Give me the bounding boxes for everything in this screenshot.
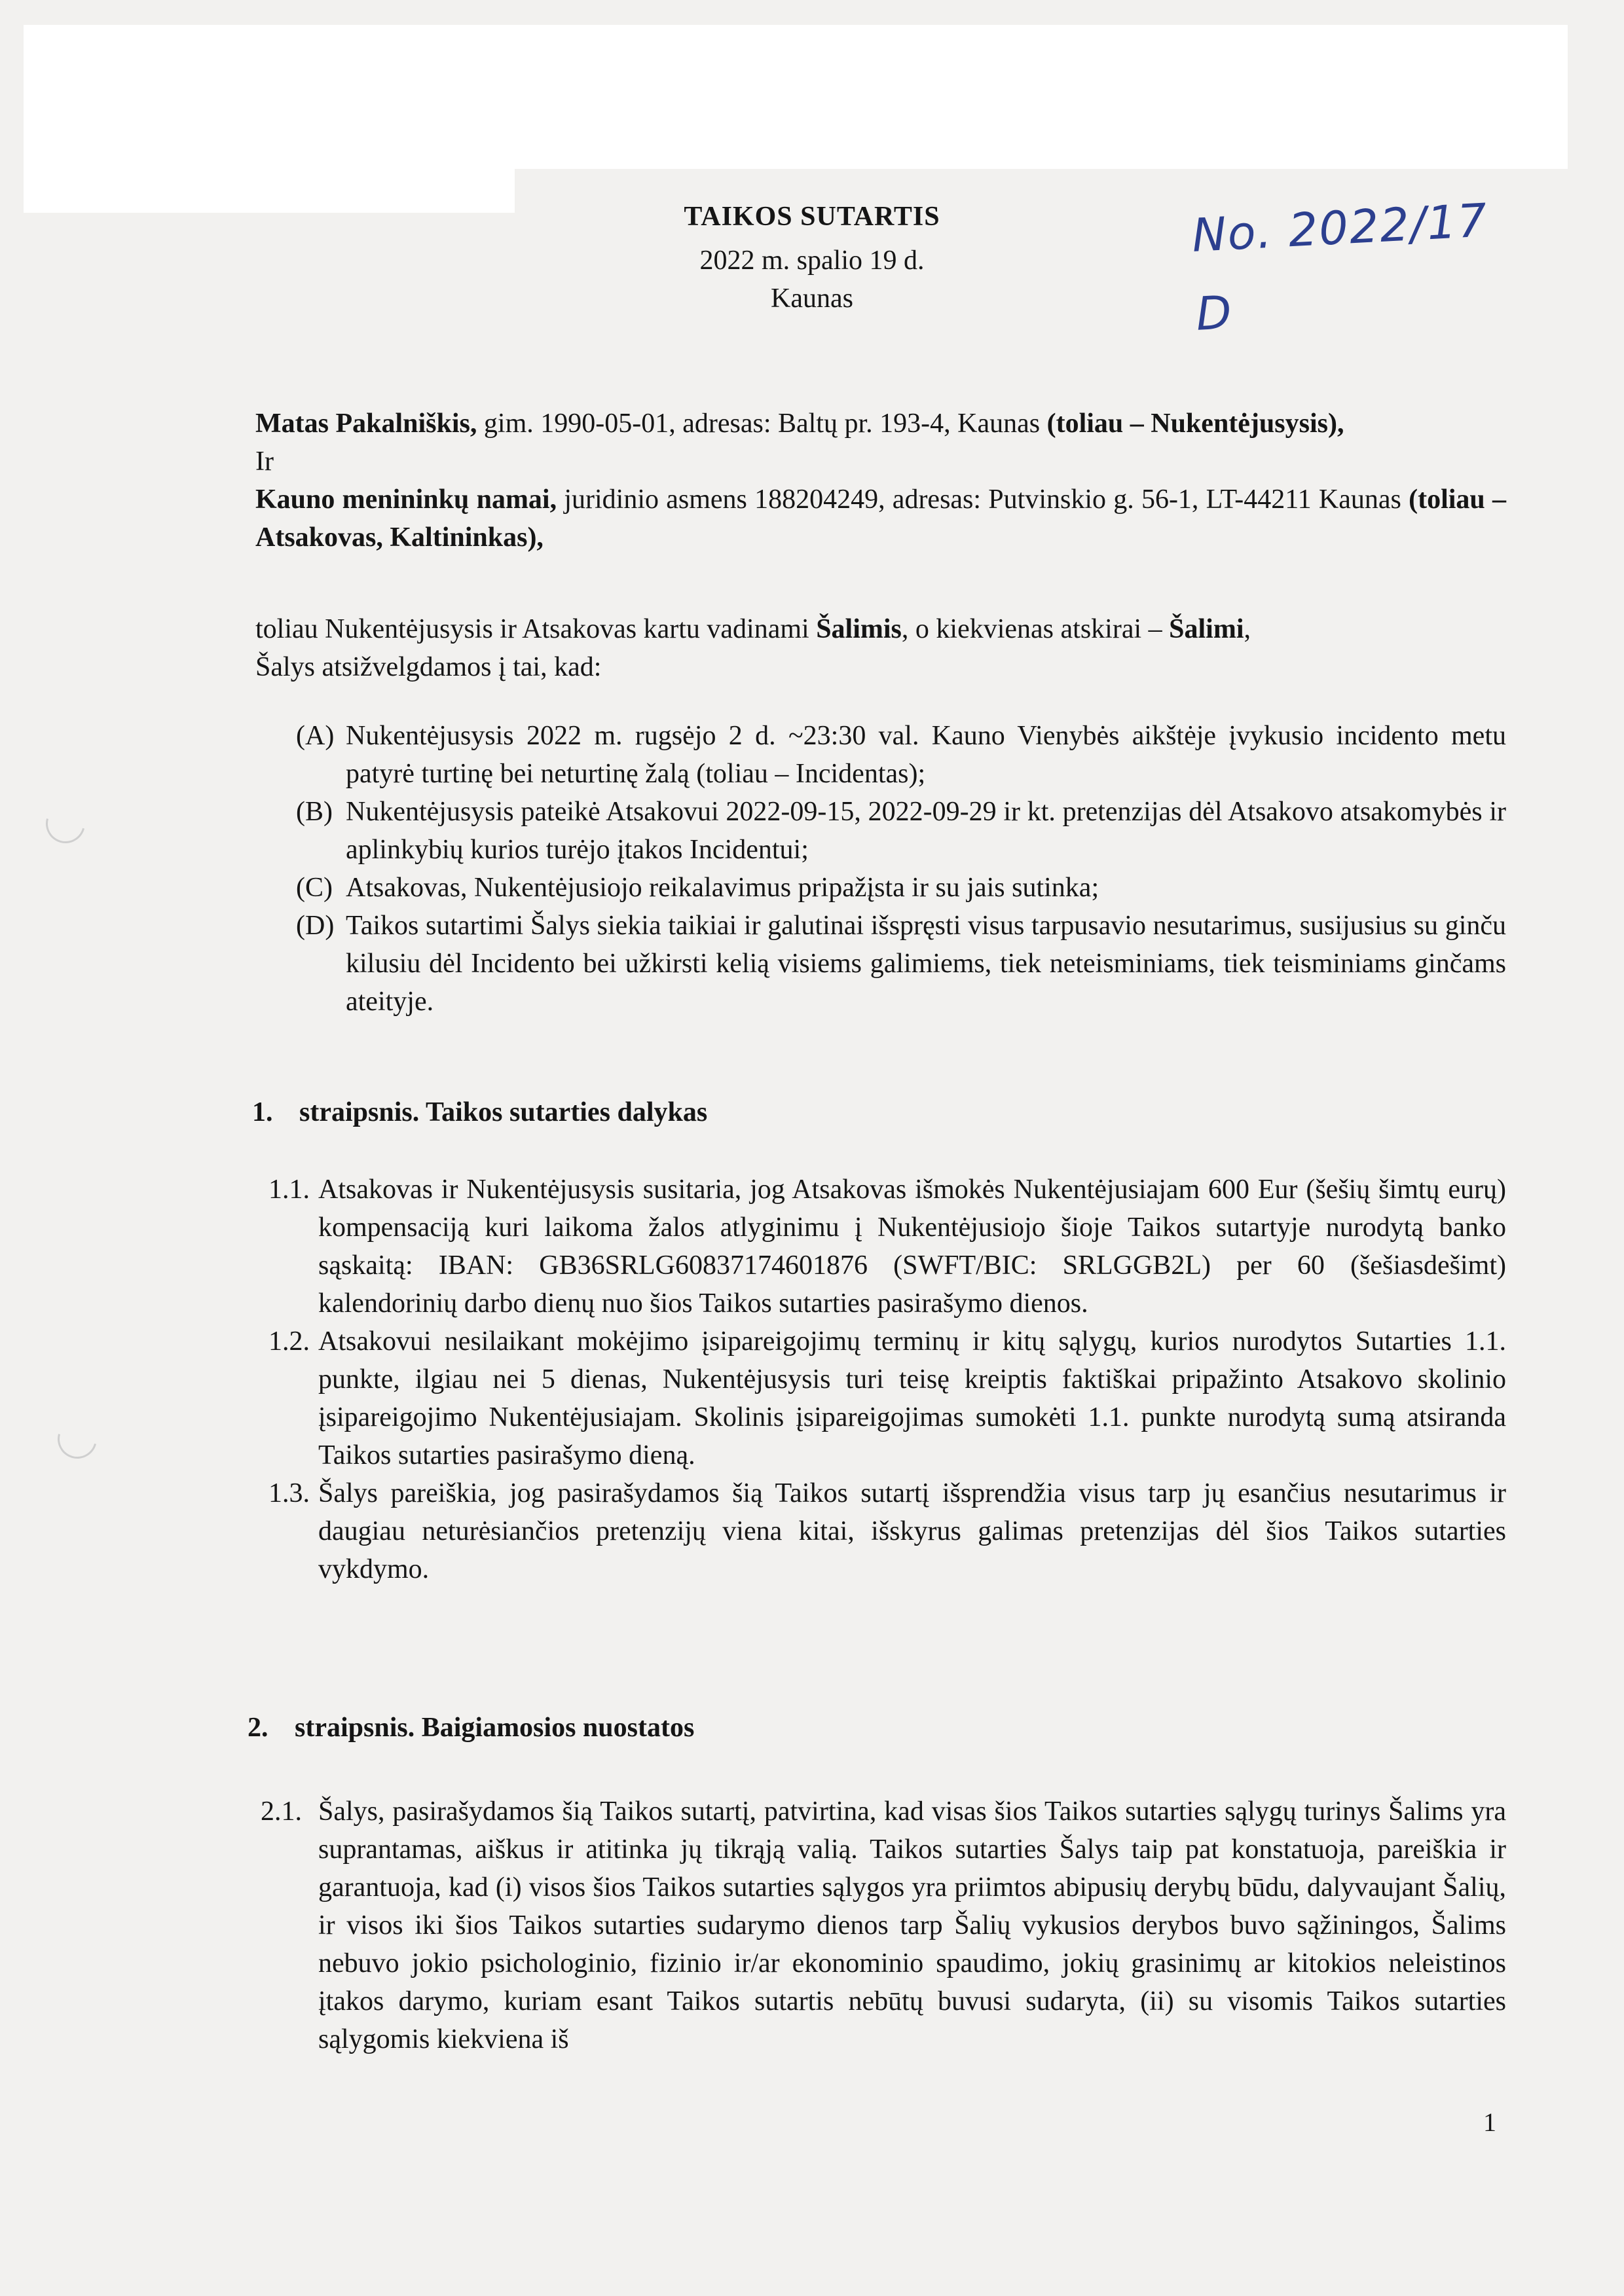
recital-text: Nukentėjusysis 2022 m. rugsėjo 2 d. ~23:30 val. Kauno Vienybės aikštėje įvykusio incidento metu patyrė turtinę bei neturtinę žalą (toliau – Incidentas); <box>346 721 1506 789</box>
clause-item <box>268 1322 1506 1474</box>
intro-text: , <box>1244 614 1251 644</box>
recital-item <box>296 717 1506 793</box>
clause-item <box>268 1171 1506 1322</box>
clause-label: 1.3. <box>268 1478 310 1508</box>
recital-item <box>296 869 1506 907</box>
page-number: 1 <box>1483 2107 1496 2137</box>
term-salimi: Šalimi <box>1169 614 1244 644</box>
punch-hole-mark <box>50 1412 104 1466</box>
clause-text: Šalys, pasirašydamos šią Taikos sutartį, patvirtina, kad visas šios Taikos sutarties sąlygų turinys Šalims yra suprantamas, aiškus ir atitinka jų tikrąją valią. Taikos sutarties Šalys taip pat konstatuoja, pareiškia ir garantuoja, kad (i) visos šios Taikos sutarties sąlygos yra priimtos abipusių derybų būdu, dalyvaujant Šalių, ir visos iki šios Taikos sutarties sudarymo dienos tarp Šalių vykusios derybos buvo sąžiningos, Šalims nebuvo jokio psichologinio, fizinio ir/ar ekonominio spaudimo, jokių grasinimų ar kitokios neleistinos įtakos darymo, kuriam esant Taikos sutartis nebūtų buvusi sudaryta, (ii) su visomis Taikos sutarties sąlygomis kiekviena iš <box>318 1796 1506 2054</box>
document-date: 2022 m. spalio 19 d. <box>699 246 925 276</box>
party1-role: (toliau – Nukentėjusysis), <box>1046 409 1344 439</box>
handwritten-contract-number: No. 2022/17 D <box>1190 193 1490 341</box>
recital-label: (D) <box>296 911 335 941</box>
clause-label: 1.1. <box>268 1175 310 1205</box>
term-salimis: Šalimis <box>816 614 902 644</box>
recital-text: Atsakovas, Nukentėjusiojo reikalavimus pripažįsta ir su jais sutinka; <box>346 873 1099 903</box>
party2-details: juridinio asmens 188204249, adresas: Putvinskio g. 56-1, LT-44211 Kaunas <box>557 484 1409 515</box>
party2-role: (toliau – Atsakovas, Kaltininkas), <box>255 484 1506 553</box>
clause-text: Šalys pareiškia, jog pasirašydamos šią Taikos sutartį išsprendžia visus tarp jų esančius nesutarimus ir daugiau neturėsiančios pretenzijų viena kitai, išskyrus galimas pretenzijas dėl šios Taikos sutarties vykdymo. <box>318 1478 1506 1584</box>
clause-item <box>268 1474 1506 1588</box>
section1-heading <box>252 1093 707 1131</box>
intro-text-line2: Šalys atsižvelgdamos į tai, kad: <box>255 652 602 682</box>
section1-clauses <box>268 1171 1506 1588</box>
recital-label: (C) <box>296 873 333 903</box>
clause-label: 1.2. <box>268 1326 310 1357</box>
clause-item <box>261 1793 1506 2058</box>
section1-title: straipsnis. Taikos sutarties dalykas <box>299 1097 708 1127</box>
document-city: Kaunas <box>771 283 853 314</box>
party2-name: Kauno menininkų namai, <box>255 484 557 515</box>
recital-text: Nukentėjusysis pateikė Atsakovui 2022-09-15, 2022-09-29 ir kt. pretenzijas dėl Atsakovo atsakomybės ir aplinkybių kurios turėjo įtakos Incidentui; <box>346 797 1506 865</box>
recital-item <box>296 793 1506 869</box>
section2-title: straipsnis. Baigiamosios nuostatos <box>295 1713 695 1743</box>
clause-text: Atsakovas ir Nukentėjusysis susitaria, jog Atsakovas išmokės Nukentėjusiajam 600 Eur (šešių šimtų eurų) kompensaciją kuri laikoma žalos atlyginimu į Nukentėjusiojo šioje Taikos sutartyje nurodytą banko sąskaitą: IBAN: GB36SRLG60837174601876 (SWFT/BIC: SRLGGB2L) per 60 (šešiasdešimt) kalendorinių darbo dienų nuo šios Taikos sutarties pasirašymo dienos. <box>318 1175 1506 1319</box>
recital-label: (A) <box>296 721 335 751</box>
intro-block <box>255 610 1506 686</box>
redaction-block <box>24 25 1568 169</box>
punch-hole-mark <box>39 797 92 850</box>
parties-connector: Ir <box>255 446 274 477</box>
section2-heading <box>248 1709 694 1747</box>
clause-label: 2.1. <box>261 1796 302 1827</box>
intro-text: toliau Nukentėjusysis ir Atsakovas kartu vadinami <box>255 614 817 644</box>
section2-clauses <box>261 1793 1506 2058</box>
section2-number: 2. <box>248 1713 268 1743</box>
party1-name: Matas Pakalniškis, <box>255 409 477 439</box>
recitals-list <box>296 717 1506 1021</box>
intro-text: , o kiekvienas atskirai – <box>901 614 1170 644</box>
recital-text: Taikos sutartimi Šalys siekia taikiai ir galutinai išspręsti visus tarpusavio nesutarimus, susijusius su ginču kilusiu dėl Incidento bei užkirsti kelią visiems galimiems, tiek neteisminiams, tiek teisminiams ginčams ateityje. <box>346 911 1506 1017</box>
document-title: TAIKOS SUTARTIS <box>684 202 940 232</box>
section1-number: 1. <box>252 1097 273 1127</box>
parties-block <box>255 405 1506 556</box>
party1-details: gim. 1990-05-01, adresas: Baltų pr. 193-4, Kaunas <box>477 409 1047 439</box>
recital-label: (B) <box>296 797 333 827</box>
recital-item <box>296 907 1506 1021</box>
clause-text: Atsakovui nesilaikant mokėjimo įsipareigojimų terminų ir kitų sąlygų, kurios nurodytos Sutarties 1.1. punkte, ilgiau nei 5 dienas, Nukentėjusysis turi teisę kreiptis faktiškai pripažinto Atsakovo skolinio įsipareigojimo Nukentėjusiajam. Skolinis įsipareigojimas sumokėti 1.1. punkte nurodytą sumą atsiranda Taikos sutarties pasirašymo dieną. <box>318 1326 1506 1470</box>
